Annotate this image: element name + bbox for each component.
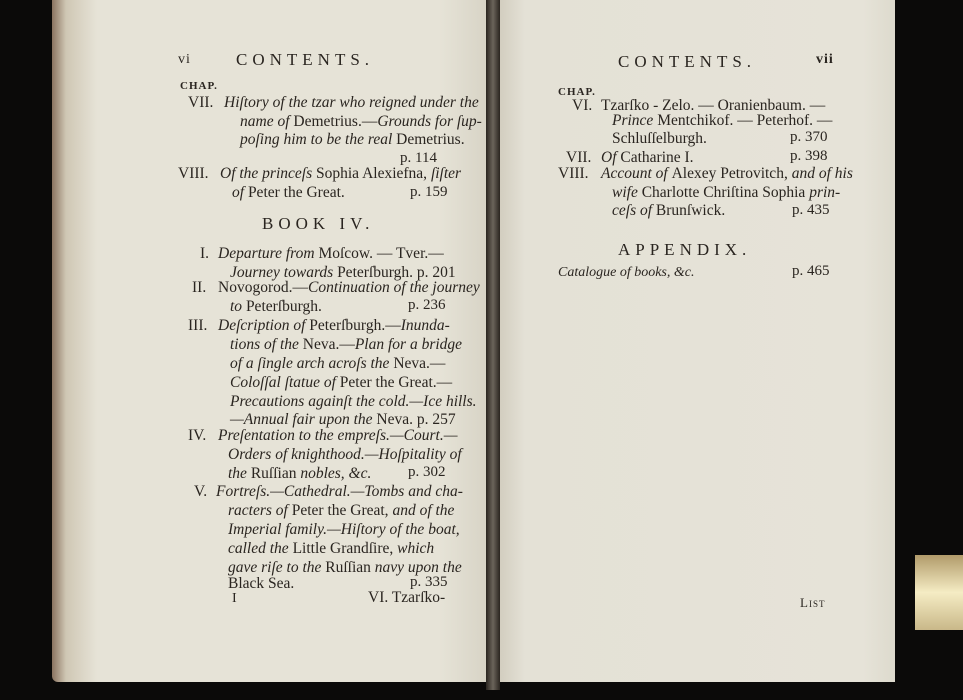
entry-line: ceſs of Brunſwick. — [612, 202, 726, 219]
entry-page: p. 370 — [790, 129, 828, 145]
entry-line: wife Charlotte Chriſtina Sophia prin- — [612, 184, 841, 201]
entry-line: called the Little Grandſire, which — [228, 540, 435, 557]
entry-line: Prince Mentchikof. — Peterhof. — — [612, 112, 833, 129]
right-page-number: vii — [816, 52, 834, 67]
entry-number: V. — [194, 483, 208, 500]
entry-number: IV. — [188, 427, 207, 444]
entry-page: p. 465 — [792, 263, 830, 279]
entry-line: Hiſtory of the tzar who reigned under the — [224, 94, 479, 111]
entry-line: Deſcription of Peterſburgh.—Inunda- — [218, 317, 450, 334]
entry-number: I. — [200, 245, 210, 262]
entry-line: Preſentation to the empreſs.—Court.— — [218, 427, 458, 444]
entry-page: p. 398 — [790, 148, 828, 164]
entry-line: Novogorod.—Continuation of the journey — [218, 279, 480, 296]
entry-page: p. 435 — [792, 202, 830, 218]
entry-line: Coloſſal ſtatue of Peter the Great.— — [230, 374, 453, 391]
entry-number: VII. — [566, 149, 592, 166]
right-header: CONTENTS. — [618, 52, 757, 71]
entry-page: p. 335 — [410, 574, 448, 590]
entry-line: Imperial family.—Hiſtory of the boat, — [228, 521, 460, 538]
entry-page: p. 302 — [408, 464, 446, 480]
entry-number: VIII. — [178, 165, 209, 182]
left-page-number: vi — [178, 52, 191, 67]
entry-number: VII. — [188, 94, 214, 111]
entry-line: the Ruſſian nobles, &c. — [228, 465, 372, 482]
entry-line: —Annual fair upon the Neva. p. 257 — [230, 411, 456, 428]
entry-line: Schluſſelburgh. — [612, 130, 707, 147]
entry-line: Of the princeſs Sophia Alexiefna, ſiſter — [220, 165, 462, 182]
entry-line: gave riſe to the Ruſſian navy upon the — [228, 559, 462, 576]
entry-number: II. — [192, 279, 207, 296]
entry-line: Tzarſko - Zelo. — Oranienbaum. — — [601, 97, 826, 114]
entry-page: p. 114 — [400, 150, 437, 166]
entry-page: p. 236 — [408, 297, 446, 313]
signature-mark: I — [232, 591, 237, 606]
catchword: VI. Tzarſko- — [368, 589, 446, 606]
entry-page: p. 159 — [410, 184, 448, 200]
entry-line: name of Demetrius.—Grounds for ſup- — [240, 113, 482, 130]
entry-line: tions of the Neva.—Plan for a bridge — [230, 336, 463, 353]
entry-line: Precautions againſt the cold.—Ice hills. — [230, 393, 477, 410]
entry-line: Departure from Moſcow. — Tver.— — [218, 245, 444, 262]
entry-line: poſing him to be the real Demetrius. — [240, 131, 465, 148]
right-chap-label: CHAP. — [558, 86, 596, 98]
entry-line: of a ſingle arch acroſs the Neva.— — [230, 355, 446, 372]
entry-line: Black Sea. — [228, 575, 295, 592]
catchword: List — [800, 595, 826, 610]
book-gutter — [486, 0, 500, 690]
entry-line: Orders of knighthood.—Hoſpitality of — [228, 446, 462, 463]
entry-line: Of Catharine I. — [601, 149, 694, 166]
entry-line: of Peter the Great. — [232, 184, 345, 201]
entry-number: VIII. — [558, 165, 589, 182]
entry-line: Fortreſs.—Cathedral.—Tombs and cha- — [216, 483, 463, 500]
light-strip — [915, 555, 963, 630]
left-header: CONTENTS. — [236, 50, 375, 69]
entry-number: III. — [188, 317, 208, 334]
book-heading: BOOK IV. — [262, 214, 375, 233]
appendix-entry: Catalogue of books, &c. — [558, 265, 695, 280]
entry-line: Account of Alexey Petrovitch, and of his — [601, 165, 853, 182]
left-chap-label: CHAP. — [180, 80, 218, 92]
entry-number: VI. — [572, 97, 593, 114]
appendix-heading: APPENDIX. — [618, 240, 752, 259]
entry-line: Journey towards Peterſburgh. p. 201 — [230, 264, 456, 281]
entry-line: racters of Peter the Great, and of the — [228, 502, 455, 519]
entry-line: to Peterſburgh. — [230, 298, 322, 315]
